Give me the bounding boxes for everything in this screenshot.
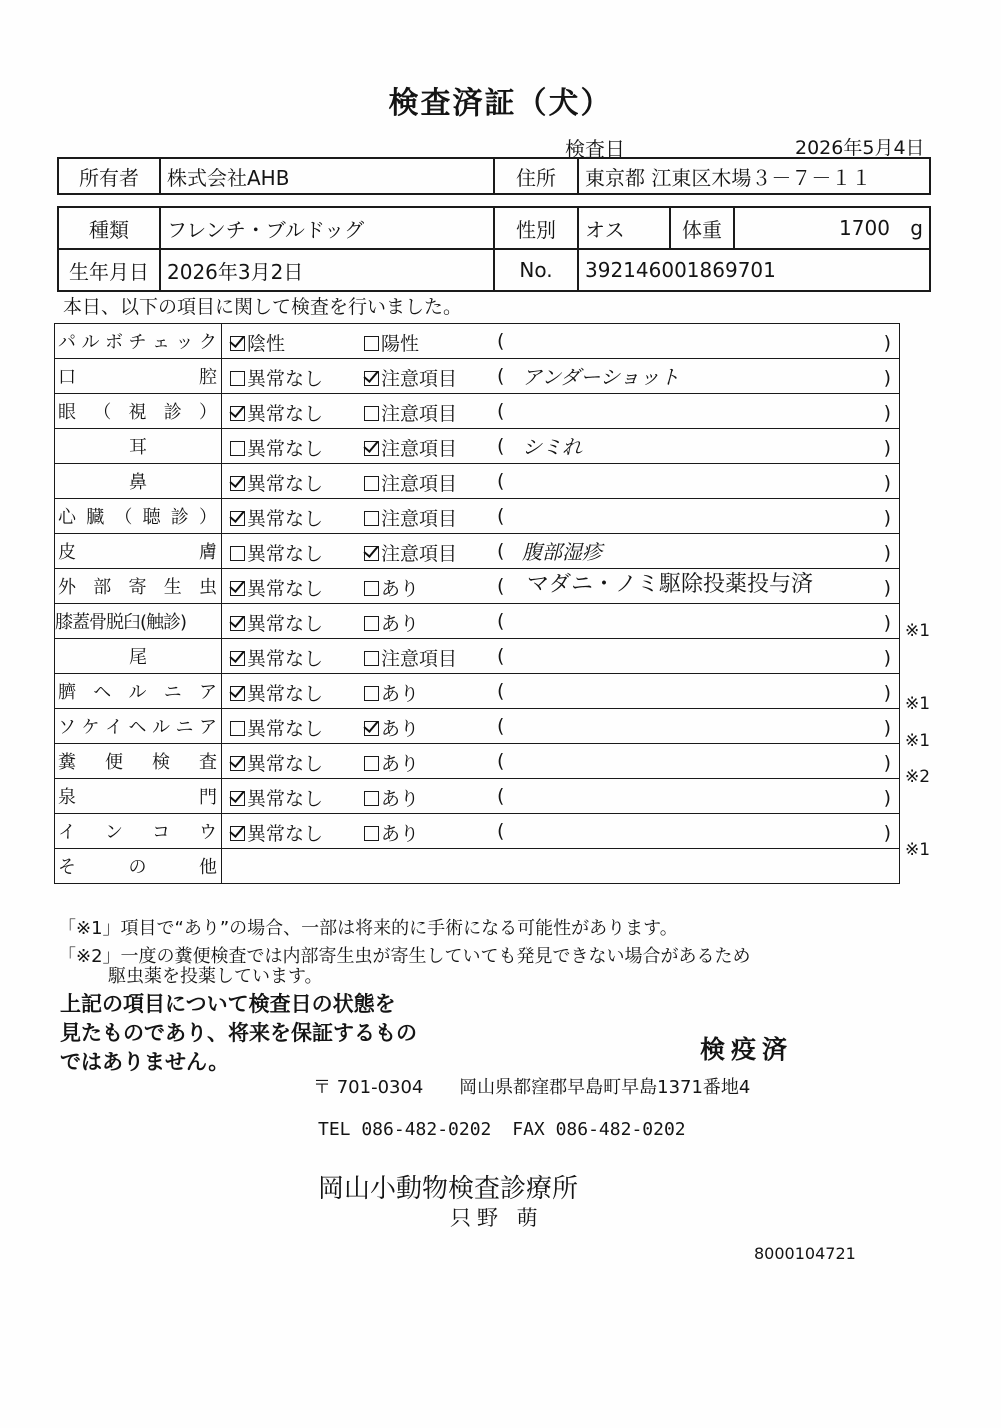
item-char: 寄 bbox=[128, 577, 147, 598]
inspection-item-label bbox=[55, 639, 222, 674]
checked-box-icon[interactable] bbox=[230, 336, 245, 351]
inspection-item-result bbox=[222, 779, 900, 814]
birthdate-label: 生年月日 bbox=[58, 249, 160, 291]
inspection-item-label bbox=[55, 429, 222, 464]
result-option[interactable] bbox=[230, 819, 323, 846]
item-char: 診 bbox=[170, 507, 189, 528]
option-label: 陽性 bbox=[381, 333, 420, 355]
note-open-paren: ( bbox=[497, 680, 505, 702]
footnote-marker: ※1 bbox=[905, 694, 931, 714]
item-char: 泉 bbox=[58, 787, 76, 808]
item-char: 眼 bbox=[58, 402, 76, 423]
inspection-row bbox=[55, 744, 900, 779]
checked-box-icon[interactable] bbox=[230, 581, 245, 596]
item-char: 皮 bbox=[58, 542, 76, 563]
item-char: ニ bbox=[175, 717, 194, 738]
sex-value: オス bbox=[578, 207, 670, 249]
clinic-address-line bbox=[313, 1073, 750, 1099]
option-label: 異常なし bbox=[247, 823, 324, 845]
inspection-item-label bbox=[55, 674, 222, 709]
checked-box-icon[interactable] bbox=[230, 476, 245, 491]
checked-box-icon[interactable] bbox=[230, 826, 245, 841]
note-open-paren: ( bbox=[497, 575, 505, 597]
inspection-item-label bbox=[55, 499, 222, 534]
breed-label: 種類 bbox=[58, 207, 160, 249]
checkbox-icon[interactable] bbox=[230, 546, 245, 561]
inspection-row bbox=[55, 534, 900, 569]
item-char: 聴 bbox=[142, 507, 161, 528]
item-char: ェ bbox=[152, 332, 170, 353]
footnote-marker: ※2 bbox=[905, 767, 931, 787]
breed-value: フレンチ・ブルドッグ bbox=[160, 207, 494, 249]
item-char: 生 bbox=[163, 577, 182, 598]
tel-number: TEL 086-482-0202 bbox=[318, 1119, 492, 1140]
number-value: 392146001869701 bbox=[578, 249, 930, 291]
checkbox-icon[interactable] bbox=[364, 476, 379, 491]
inspection-item-result bbox=[222, 604, 900, 639]
result-option[interactable] bbox=[230, 609, 323, 636]
inspection-item-label bbox=[55, 569, 222, 604]
result-option[interactable] bbox=[364, 539, 457, 566]
document-title: 検査済証（犬） bbox=[388, 86, 613, 121]
note-open-paren: ( bbox=[497, 540, 505, 562]
option-label: 異常なし bbox=[247, 648, 324, 670]
item-char: （ bbox=[93, 402, 112, 423]
checked-box-icon[interactable] bbox=[230, 756, 245, 771]
option-label: 異常なし bbox=[247, 613, 324, 635]
pet-info-table bbox=[57, 206, 931, 292]
inspection-item-label bbox=[55, 814, 222, 849]
note-close-paren: ) bbox=[883, 542, 891, 564]
inspection-item-result bbox=[222, 849, 900, 884]
item-char: 部 bbox=[93, 577, 112, 598]
inspection-date-value: 2026年5月4日 bbox=[795, 137, 925, 159]
result-option[interactable] bbox=[364, 574, 419, 601]
item-text: 膝蓋骨脱臼(触診) bbox=[55, 612, 187, 633]
item-char: ウ bbox=[199, 822, 217, 843]
handwritten-note: アンダーショット bbox=[522, 365, 680, 389]
checkbox-icon[interactable] bbox=[230, 371, 245, 386]
result-option[interactable] bbox=[230, 714, 323, 741]
item-char: イ bbox=[58, 822, 76, 843]
item-char: ヘ bbox=[128, 717, 147, 738]
note-open-paren: ( bbox=[497, 820, 505, 842]
result-option[interactable] bbox=[364, 469, 457, 496]
result-option[interactable] bbox=[364, 434, 457, 461]
inspection-row bbox=[55, 324, 900, 359]
option-label: あり bbox=[381, 718, 420, 740]
note-open-paren: ( bbox=[497, 470, 505, 492]
item-char: 虫 bbox=[199, 577, 217, 598]
note-close-paren: ) bbox=[883, 787, 891, 809]
option-label: 注意項目 bbox=[381, 473, 458, 495]
clinic-name: 岡山小動物検査診療所 bbox=[318, 1174, 579, 1204]
note-close-paren: ) bbox=[883, 752, 891, 774]
inspection-row bbox=[55, 709, 900, 744]
inspection-row bbox=[55, 639, 900, 674]
inspection-row bbox=[55, 814, 900, 849]
result-option[interactable] bbox=[364, 644, 457, 671]
item-char: の bbox=[128, 857, 147, 878]
footnote-marker: ※1 bbox=[905, 621, 931, 641]
weight-value: 1700 bbox=[839, 216, 890, 240]
inspection-item-label bbox=[55, 604, 222, 639]
item-char: 査 bbox=[199, 752, 217, 773]
checkbox-icon[interactable] bbox=[364, 406, 379, 421]
note-close-paren: ) bbox=[883, 647, 891, 669]
handwritten-note: シミれ bbox=[522, 435, 582, 459]
note-open-paren: ( bbox=[497, 435, 505, 457]
option-label: あり bbox=[381, 753, 420, 775]
option-label: 異常なし bbox=[247, 473, 324, 495]
item-char: ア bbox=[199, 682, 217, 703]
note-open-paren: ( bbox=[497, 330, 505, 352]
item-text: 尾 bbox=[129, 647, 147, 668]
birthdate-value: 2026年3月2日 bbox=[160, 249, 494, 291]
checked-box-icon[interactable] bbox=[230, 511, 245, 526]
item-char: ） bbox=[199, 402, 217, 423]
note-close-paren: ) bbox=[883, 682, 891, 704]
parasite-treatment-note: マダニ・ノミ駆除投薬投与済 bbox=[527, 571, 814, 597]
item-char: 腔 bbox=[199, 367, 217, 388]
item-char: 検 bbox=[152, 752, 170, 773]
result-option[interactable] bbox=[364, 819, 419, 846]
result-option[interactable] bbox=[364, 504, 457, 531]
result-option[interactable] bbox=[364, 784, 419, 811]
option-label: あり bbox=[381, 823, 420, 845]
note-close-paren: ) bbox=[883, 437, 891, 459]
note-close-paren: ) bbox=[883, 507, 891, 529]
disclaimer-line: 見たものであり、将来を保証するもの bbox=[60, 1021, 417, 1045]
inspection-item-result bbox=[222, 429, 900, 464]
inspection-row bbox=[55, 604, 900, 639]
inspection-row bbox=[55, 359, 900, 394]
item-char: 診 bbox=[163, 402, 182, 423]
item-char: ケ bbox=[81, 717, 100, 738]
note-open-paren: ( bbox=[497, 400, 505, 422]
inspection-row bbox=[55, 394, 900, 429]
option-label: あり bbox=[381, 683, 420, 705]
item-char: ル bbox=[128, 682, 147, 703]
result-option[interactable] bbox=[364, 329, 419, 356]
item-char: 口 bbox=[58, 367, 76, 388]
owner-table bbox=[57, 157, 931, 195]
disclaimer-line: ではありません。 bbox=[60, 1050, 230, 1074]
inspection-item-result bbox=[222, 744, 900, 779]
checked-box-icon[interactable] bbox=[230, 686, 245, 701]
inspection-item-result bbox=[222, 499, 900, 534]
checkbox-icon[interactable] bbox=[364, 686, 379, 701]
item-text: 鼻 bbox=[129, 472, 147, 493]
note-open-paren: ( bbox=[497, 750, 505, 772]
item-char: チ bbox=[128, 332, 147, 353]
option-label: 異常なし bbox=[247, 788, 324, 810]
item-char: 視 bbox=[128, 402, 147, 423]
inspection-date-label: 検査日 bbox=[565, 137, 625, 161]
item-char: ル bbox=[81, 332, 100, 353]
item-char: 便 bbox=[105, 752, 123, 773]
owner-value: 株式会社AHB bbox=[160, 158, 494, 194]
inspection-item-label bbox=[55, 464, 222, 499]
result-option[interactable] bbox=[230, 784, 323, 811]
inspection-item-result bbox=[222, 534, 900, 569]
note-close-paren: ) bbox=[883, 717, 891, 739]
owner-label: 所有者 bbox=[58, 158, 160, 194]
checked-box-icon[interactable] bbox=[230, 651, 245, 666]
note-open-paren: ( bbox=[497, 645, 505, 667]
checked-box-icon[interactable] bbox=[230, 406, 245, 421]
inspection-item-label bbox=[55, 709, 222, 744]
note-close-paren: ) bbox=[883, 822, 891, 844]
option-label: 注意項目 bbox=[381, 438, 458, 460]
result-option[interactable] bbox=[230, 749, 323, 776]
footnote-marker: ※1 bbox=[905, 730, 931, 751]
inspection-item-result bbox=[222, 639, 900, 674]
note-close-paren: ) bbox=[883, 577, 891, 599]
item-char: ッ bbox=[175, 332, 194, 353]
item-char: コ bbox=[152, 822, 170, 843]
weight-unit: g bbox=[910, 216, 923, 240]
item-text: 耳 bbox=[129, 437, 147, 458]
option-label: 注意項目 bbox=[381, 508, 458, 530]
result-option[interactable] bbox=[230, 329, 285, 356]
inspection-item-result bbox=[222, 674, 900, 709]
item-char: 門 bbox=[199, 787, 217, 808]
footnote-2-line-2: 駆虫薬を投薬しています。 bbox=[108, 966, 323, 987]
note-close-paren: ) bbox=[883, 612, 891, 634]
note-close-paren: ) bbox=[883, 332, 891, 354]
inspection-item-result bbox=[222, 709, 900, 744]
checked-box-icon[interactable] bbox=[364, 721, 379, 736]
result-option[interactable] bbox=[230, 434, 323, 461]
option-label: 異常なし bbox=[247, 683, 324, 705]
inspection-item-result bbox=[222, 464, 900, 499]
inspection-row bbox=[55, 779, 900, 814]
inspection-table bbox=[54, 323, 900, 884]
note-open-paren: ( bbox=[497, 505, 505, 527]
result-option[interactable] bbox=[230, 574, 323, 601]
clinic-address: 岡山県都窪郡早島町早島1371番地4 bbox=[459, 1077, 751, 1098]
item-char: 心 bbox=[58, 507, 76, 528]
inspection-item-result bbox=[222, 814, 900, 849]
postal-code: 〒 701-0304 bbox=[313, 1077, 424, 1098]
item-char: 膚 bbox=[199, 542, 217, 563]
option-label: 異常なし bbox=[247, 753, 324, 775]
result-option[interactable] bbox=[364, 609, 419, 636]
note-open-paren: ( bbox=[497, 610, 505, 632]
inspection-row bbox=[55, 464, 900, 499]
option-label: 異常なし bbox=[247, 718, 324, 740]
option-label: 注意項目 bbox=[381, 403, 458, 425]
item-char: パ bbox=[58, 332, 76, 353]
checked-box-icon[interactable] bbox=[364, 546, 379, 561]
inspection-row bbox=[55, 499, 900, 534]
footnote-1: 「※1」項目で“あり”の場合、一部は将来的に手術になる可能性があります。 bbox=[58, 918, 678, 939]
inspection-item-label bbox=[55, 324, 222, 359]
result-option[interactable] bbox=[230, 469, 323, 496]
option-label: 異常なし bbox=[247, 438, 324, 460]
inspection-item-label bbox=[55, 744, 222, 779]
handwritten-note: 腹部湿疹 bbox=[522, 540, 602, 564]
result-option[interactable] bbox=[230, 364, 323, 391]
inspection-item-result bbox=[222, 359, 900, 394]
inspection-item-label bbox=[55, 779, 222, 814]
checkbox-icon[interactable] bbox=[364, 756, 379, 771]
inspector-name: 只野 萌 bbox=[450, 1206, 544, 1230]
item-char: 他 bbox=[199, 857, 217, 878]
item-char: ） bbox=[198, 507, 217, 528]
item-char: ル bbox=[152, 717, 170, 738]
checked-box-icon[interactable] bbox=[230, 791, 245, 806]
item-char: （ bbox=[114, 507, 133, 528]
option-label: あり bbox=[381, 788, 420, 810]
item-char: 臓 bbox=[86, 507, 105, 528]
disclaimer-statement bbox=[60, 990, 440, 1077]
note-close-paren: ) bbox=[883, 402, 891, 424]
checkbox-icon[interactable] bbox=[364, 791, 379, 806]
item-char: 糞 bbox=[58, 752, 76, 773]
fax-number: FAX 086-482-0202 bbox=[512, 1119, 686, 1140]
sex-label: 性別 bbox=[494, 207, 578, 249]
inspection-item-label bbox=[55, 849, 222, 884]
footnote-marker: ※1 bbox=[905, 840, 931, 860]
inspection-row bbox=[55, 849, 900, 884]
option-label: 異常なし bbox=[247, 578, 324, 600]
result-option[interactable] bbox=[230, 644, 323, 671]
item-char: ソ bbox=[58, 717, 76, 738]
checkbox-icon[interactable] bbox=[230, 721, 245, 736]
option-label: あり bbox=[381, 613, 420, 635]
result-option[interactable] bbox=[364, 399, 457, 426]
quarantine-stamp: 検疫済 bbox=[700, 1035, 794, 1064]
checkbox-icon[interactable] bbox=[364, 616, 379, 631]
item-char: 外 bbox=[58, 577, 76, 598]
contact-line bbox=[318, 1119, 686, 1140]
result-option[interactable] bbox=[230, 399, 323, 426]
item-char: ニ bbox=[163, 682, 182, 703]
option-label: 注意項目 bbox=[381, 543, 458, 565]
result-option[interactable] bbox=[364, 679, 419, 706]
note-close-paren: ) bbox=[883, 367, 891, 389]
inspection-row bbox=[55, 674, 900, 709]
option-label: 陰性 bbox=[247, 333, 286, 355]
checkbox-icon[interactable] bbox=[230, 441, 245, 456]
checkbox-icon[interactable] bbox=[364, 581, 379, 596]
option-label: 注意項目 bbox=[381, 648, 458, 670]
checkbox-icon[interactable] bbox=[364, 511, 379, 526]
checkbox-icon[interactable] bbox=[364, 651, 379, 666]
address-value: 東京都 江東区木場３－７－１１ bbox=[578, 158, 930, 194]
result-option[interactable] bbox=[230, 504, 323, 531]
note-open-paren: ( bbox=[497, 715, 505, 737]
item-char: ボ bbox=[105, 332, 123, 353]
item-char: 臍 bbox=[58, 682, 76, 703]
checkbox-icon[interactable] bbox=[364, 826, 379, 841]
inspection-item-label bbox=[55, 534, 222, 569]
item-char: ア bbox=[199, 717, 217, 738]
option-label: 注意項目 bbox=[381, 368, 458, 390]
option-label: 異常なし bbox=[247, 403, 324, 425]
weight-cell bbox=[734, 207, 930, 249]
note-open-paren: ( bbox=[497, 785, 505, 807]
item-char: ン bbox=[105, 822, 123, 843]
item-char: ヘ bbox=[93, 682, 112, 703]
option-label: あり bbox=[381, 578, 420, 600]
number-label: No. bbox=[494, 249, 578, 291]
note-open-paren: ( bbox=[497, 365, 505, 387]
intro-text: 本日、以下の項目に関して検査を行いました。 bbox=[63, 296, 463, 318]
disclaimer-line: 上記の項目について検査日の状態を bbox=[60, 992, 396, 1016]
inspection-item-result bbox=[222, 394, 900, 429]
result-option[interactable] bbox=[230, 679, 323, 706]
checkbox-icon[interactable] bbox=[364, 336, 379, 351]
result-option[interactable] bbox=[364, 364, 457, 391]
checked-box-icon[interactable] bbox=[364, 441, 379, 456]
option-label: 異常なし bbox=[247, 543, 324, 565]
result-option[interactable] bbox=[230, 539, 323, 566]
checked-box-icon[interactable] bbox=[230, 616, 245, 631]
inspection-row bbox=[55, 429, 900, 464]
item-char: そ bbox=[58, 857, 76, 878]
inspection-item-label bbox=[55, 394, 222, 429]
inspection-item-label bbox=[55, 359, 222, 394]
serial-number: 8000104721 bbox=[754, 1244, 856, 1263]
result-option[interactable] bbox=[364, 749, 419, 776]
weight-label: 体重 bbox=[670, 207, 734, 249]
checked-box-icon[interactable] bbox=[364, 371, 379, 386]
note-close-paren: ) bbox=[883, 472, 891, 494]
result-option[interactable] bbox=[364, 714, 419, 741]
option-label: 異常なし bbox=[247, 508, 324, 530]
address-label: 住所 bbox=[494, 158, 578, 194]
footnote-2-line-1: 「※2」一度の糞便検査では内部寄生虫が寄生していても発見できない場合があるため bbox=[58, 946, 751, 967]
item-char: イ bbox=[105, 717, 123, 738]
option-label: 異常なし bbox=[247, 368, 324, 390]
item-char: ク bbox=[199, 332, 217, 353]
inspection-item-result bbox=[222, 324, 900, 359]
